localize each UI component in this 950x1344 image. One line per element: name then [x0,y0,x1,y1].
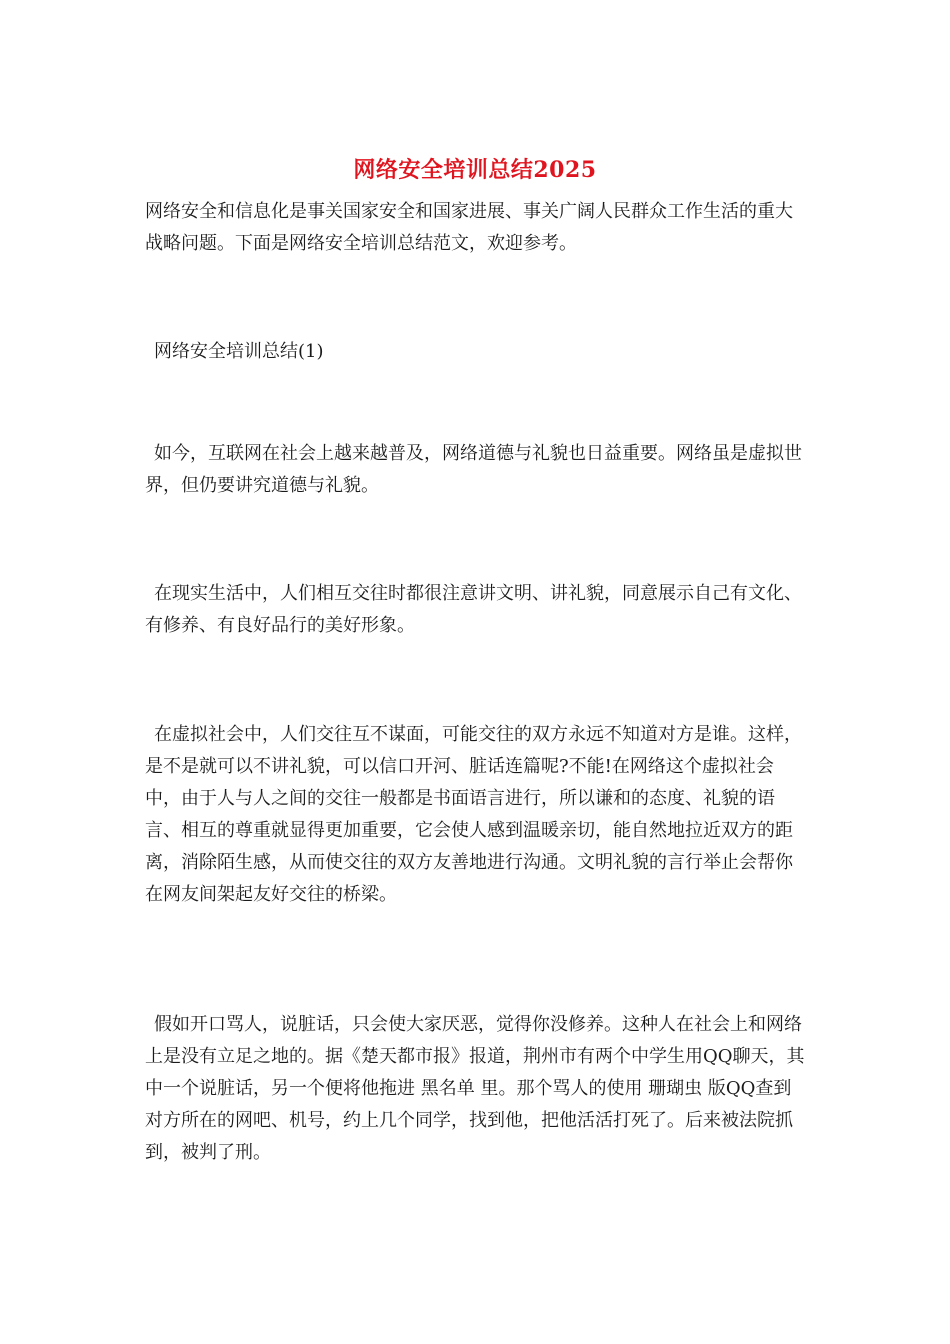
document-title: 网络安全培训总结2025 [353,157,597,183]
body-paragraph: 在虚拟社会中，人们交往互不谋面，可能交往的双方永远不知道对方是谁。这样，是不是就可以不讲礼貌，可以信口开河、脏话连篇呢?不能!在网络这个虚拟社会中，由于人与人之间的交往一般都是书面语言进行，所以谦和的态度、礼貌的语言、相互的尊重就显得更加重要，它会使人感到温暖亲切，能自然地拉近双方的距离，消除陌生感，从而使交往的双方友善地进行沟通。文明礼貌的言行举止会帮你在网友间架起友好交往的桥梁。 [145,724,802,905]
body-paragraph: 如今，互联网在社会上越来越普及，网络道德与礼貌也日益重要。网络虽是虚拟世界，但仍要讲究道德与礼貌。 [145,443,802,496]
body-paragraph: 假如开口骂人，说脏话，只会使大家厌恶，觉得你没修养。这种人在社会上和网络上是没有立足之地的。据《楚天都市报》报道，荆州市有两个中学生用QQ聊天，其中一个说脏话，另一个便将他拖进 黑名单 里。那个骂人的使用 珊瑚虫 版QQ查到对方所在的网吧、机号，约上几个同学，找到他，把他活活打死了。后来被法院抓到，被判了刑。 [145,1014,805,1163]
body-paragraph: 在现实生活中，人们相互交往时都很注意讲文明、讲礼貌，同意展示自己有文化、有修养、有良好品行的美好形象。 [145,583,802,636]
section-heading: 网络安全培训总结(1) [154,341,324,362]
intro-paragraph: 网络安全和信息化是事关国家安全和国家进展、事关广阔人民群众工作生活的重大战略问题。下面是网络安全培训总结范文，欢迎参考。 [145,201,793,254]
